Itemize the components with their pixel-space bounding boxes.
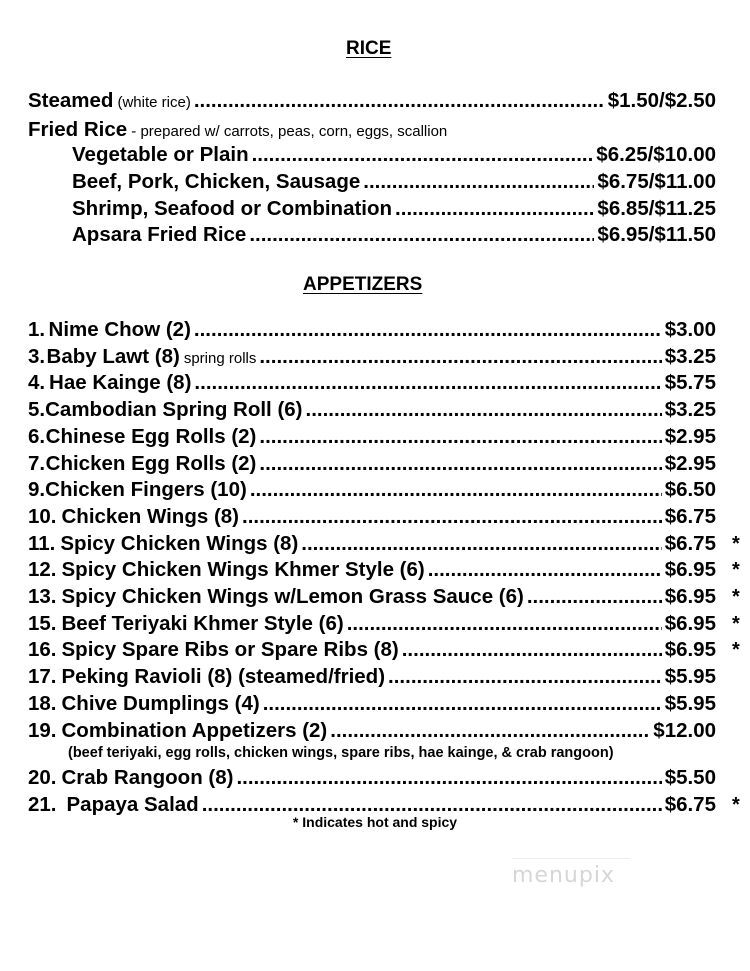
leader-dots bbox=[194, 370, 661, 396]
menu-item-steamed bbox=[28, 88, 716, 114]
fried-rice-name: Fried Rice bbox=[28, 118, 128, 141]
item-number: 12. bbox=[28, 558, 57, 581]
item-price: $3.25 bbox=[664, 345, 716, 368]
rice-heading: RICE bbox=[346, 38, 392, 59]
item-number: 7. bbox=[28, 452, 46, 475]
menu-item-appetizer bbox=[28, 557, 716, 583]
leader-dots bbox=[242, 504, 662, 530]
item-price: $12.00 bbox=[653, 719, 716, 742]
item-price: $3.25 bbox=[664, 398, 716, 421]
leader-dots bbox=[252, 142, 594, 168]
item-price: $6.85/$11.25 bbox=[597, 197, 716, 220]
item-name: Nime Chow (2) bbox=[48, 318, 191, 341]
item-price: $6.75 bbox=[664, 505, 716, 528]
item-price: $6.75 bbox=[664, 532, 716, 555]
item-price: $6.75 bbox=[664, 793, 716, 816]
menu-item-appetizer bbox=[28, 451, 716, 477]
menu-item-appetizer bbox=[28, 370, 716, 396]
leader-dots bbox=[236, 765, 661, 791]
item-price: $2.95 bbox=[664, 425, 716, 448]
menu-item-appetizer bbox=[28, 317, 716, 343]
item-number: 5. bbox=[28, 398, 46, 421]
leader-dots bbox=[259, 424, 661, 450]
item-number: 9. bbox=[28, 478, 46, 501]
item-number: 11. bbox=[28, 532, 56, 555]
leader-dots bbox=[306, 397, 662, 423]
leader-dots bbox=[395, 196, 594, 222]
menu-item-appetizer bbox=[28, 637, 716, 663]
item-name: Baby Lawt (8) bbox=[46, 345, 180, 368]
item-name: Chive Dumplings (4) bbox=[61, 692, 260, 715]
item-name: Hae Kainge (8) bbox=[49, 371, 192, 394]
item-name: Chicken Wings (8) bbox=[61, 505, 240, 528]
item-price: $6.75/$11.00 bbox=[597, 170, 716, 193]
item-number: 19. bbox=[28, 719, 57, 742]
menu-item-appetizer bbox=[28, 344, 716, 370]
menu-item-appetizer bbox=[28, 397, 716, 423]
item-number: 18. bbox=[28, 692, 57, 715]
leader-dots bbox=[388, 664, 662, 690]
item-number: 1. bbox=[28, 318, 46, 341]
item-number: 20. bbox=[28, 766, 57, 789]
menu-item-appetizer bbox=[28, 584, 716, 610]
item-price: $6.95 bbox=[664, 638, 716, 661]
item-note: spring rolls bbox=[183, 350, 257, 367]
leader-dots bbox=[194, 88, 605, 114]
item-name: Crab Rangoon (8) bbox=[61, 766, 234, 789]
item-name: Chicken Fingers (10) bbox=[45, 478, 247, 501]
item-note: (white rice) bbox=[117, 94, 191, 111]
leader-dots bbox=[249, 222, 594, 248]
leader-dots bbox=[402, 637, 662, 663]
item-price: $6.50 bbox=[664, 478, 716, 501]
leader-dots bbox=[194, 317, 662, 343]
item-name: Chicken Egg Rolls (2) bbox=[45, 452, 257, 475]
leader-dots bbox=[301, 531, 661, 557]
item-number: 6. bbox=[28, 425, 46, 448]
item-price: $6.95/$11.50 bbox=[597, 223, 716, 246]
menu-item-appetizer bbox=[28, 424, 716, 450]
fried-rice-label bbox=[28, 117, 447, 145]
leader-dots bbox=[259, 344, 661, 370]
spicy-footnote: * Indicates hot and spicy bbox=[292, 814, 458, 830]
item-name: Peking Ravioli (8) (steamed/fried) bbox=[61, 665, 386, 688]
item-price: $5.75 bbox=[664, 371, 716, 394]
item-price: $5.95 bbox=[664, 665, 716, 688]
item-number: 21. bbox=[28, 793, 57, 816]
item-number: 3. bbox=[28, 345, 46, 368]
item-name: Spicy Chicken Wings w/Lemon Grass Sauce (6) bbox=[61, 585, 524, 608]
item-name: Spicy Chicken Wings (8) bbox=[60, 532, 299, 555]
item-name: Shrimp, Seafood or Combination bbox=[72, 197, 393, 220]
menu-item-appetizer bbox=[28, 691, 716, 717]
item-name: Apsara Fried Rice bbox=[72, 223, 247, 246]
spicy-indicator: * bbox=[732, 794, 740, 816]
item-number: 13. bbox=[28, 585, 57, 608]
spicy-indicator: * bbox=[732, 559, 740, 581]
item-name: Cambodian Spring Roll (6) bbox=[45, 398, 303, 421]
leader-dots bbox=[363, 169, 594, 195]
spicy-indicator: * bbox=[732, 639, 740, 661]
item-price: $2.95 bbox=[664, 452, 716, 475]
watermark-logo: menupix bbox=[512, 858, 630, 899]
item-name: Beef Teriyaki Khmer Style (6) bbox=[61, 612, 344, 635]
item-price: $5.50 bbox=[664, 766, 716, 789]
leader-dots bbox=[250, 477, 662, 503]
item-name: Vegetable or Plain bbox=[72, 143, 249, 166]
menu-item-fried-rice bbox=[72, 196, 716, 222]
item-price: $6.95 bbox=[664, 612, 716, 635]
menu-item-appetizer bbox=[28, 477, 716, 503]
item-name: Combination Appetizers (2) bbox=[61, 719, 328, 742]
leader-dots bbox=[330, 718, 650, 744]
item-price: $3.00 bbox=[664, 318, 716, 341]
item-number: 16. bbox=[28, 638, 57, 661]
menu-item-appetizer bbox=[28, 664, 716, 690]
menu-item-fried-rice bbox=[72, 142, 716, 168]
item-price: $6.25/$10.00 bbox=[596, 143, 716, 166]
menu-item-appetizer bbox=[28, 531, 716, 557]
leader-dots bbox=[347, 611, 662, 637]
item-name: Spicy Chicken Wings Khmer Style (6) bbox=[61, 558, 425, 581]
menu-item-appetizer bbox=[28, 611, 716, 637]
combination-detail: (beef teriyaki, egg rolls, chicken wings, spare ribs, hae kainge, & crab rangoon) bbox=[68, 745, 614, 761]
item-price: $5.95 bbox=[664, 692, 716, 715]
item-name: Papaya Salad bbox=[66, 793, 199, 816]
item-price: $6.95 bbox=[664, 585, 716, 608]
item-number: 15. bbox=[28, 612, 57, 635]
item-price: $6.95 bbox=[664, 558, 716, 581]
item-number: 4. bbox=[28, 371, 46, 394]
item-number: 17. bbox=[28, 665, 57, 688]
menu-item-fried-rice bbox=[72, 169, 716, 195]
menu-item-fried-rice bbox=[72, 222, 716, 248]
leader-dots bbox=[428, 557, 662, 583]
leader-dots bbox=[263, 691, 662, 717]
menu-item-appetizer bbox=[28, 504, 716, 530]
leader-dots bbox=[527, 584, 662, 610]
item-price: $1.50/$2.50 bbox=[607, 89, 716, 112]
item-number: 10. bbox=[28, 505, 57, 528]
menu-item-appetizer bbox=[28, 765, 716, 791]
spicy-indicator: * bbox=[732, 586, 740, 608]
menu-item-appetizer bbox=[28, 718, 716, 744]
spicy-indicator: * bbox=[732, 613, 740, 635]
fried-rice-description: - prepared w/ carrots, peas, corn, eggs, scallion bbox=[127, 123, 448, 140]
item-name: Chinese Egg Rolls (2) bbox=[45, 425, 257, 448]
leader-dots bbox=[259, 451, 661, 477]
item-name: Beef, Pork, Chicken, Sausage bbox=[72, 170, 361, 193]
spicy-indicator: * bbox=[732, 533, 740, 555]
item-name: Spicy Spare Ribs or Spare Ribs (8) bbox=[61, 638, 399, 661]
item-name: Steamed bbox=[28, 89, 114, 112]
appetizers-heading: APPETIZERS bbox=[303, 274, 423, 295]
